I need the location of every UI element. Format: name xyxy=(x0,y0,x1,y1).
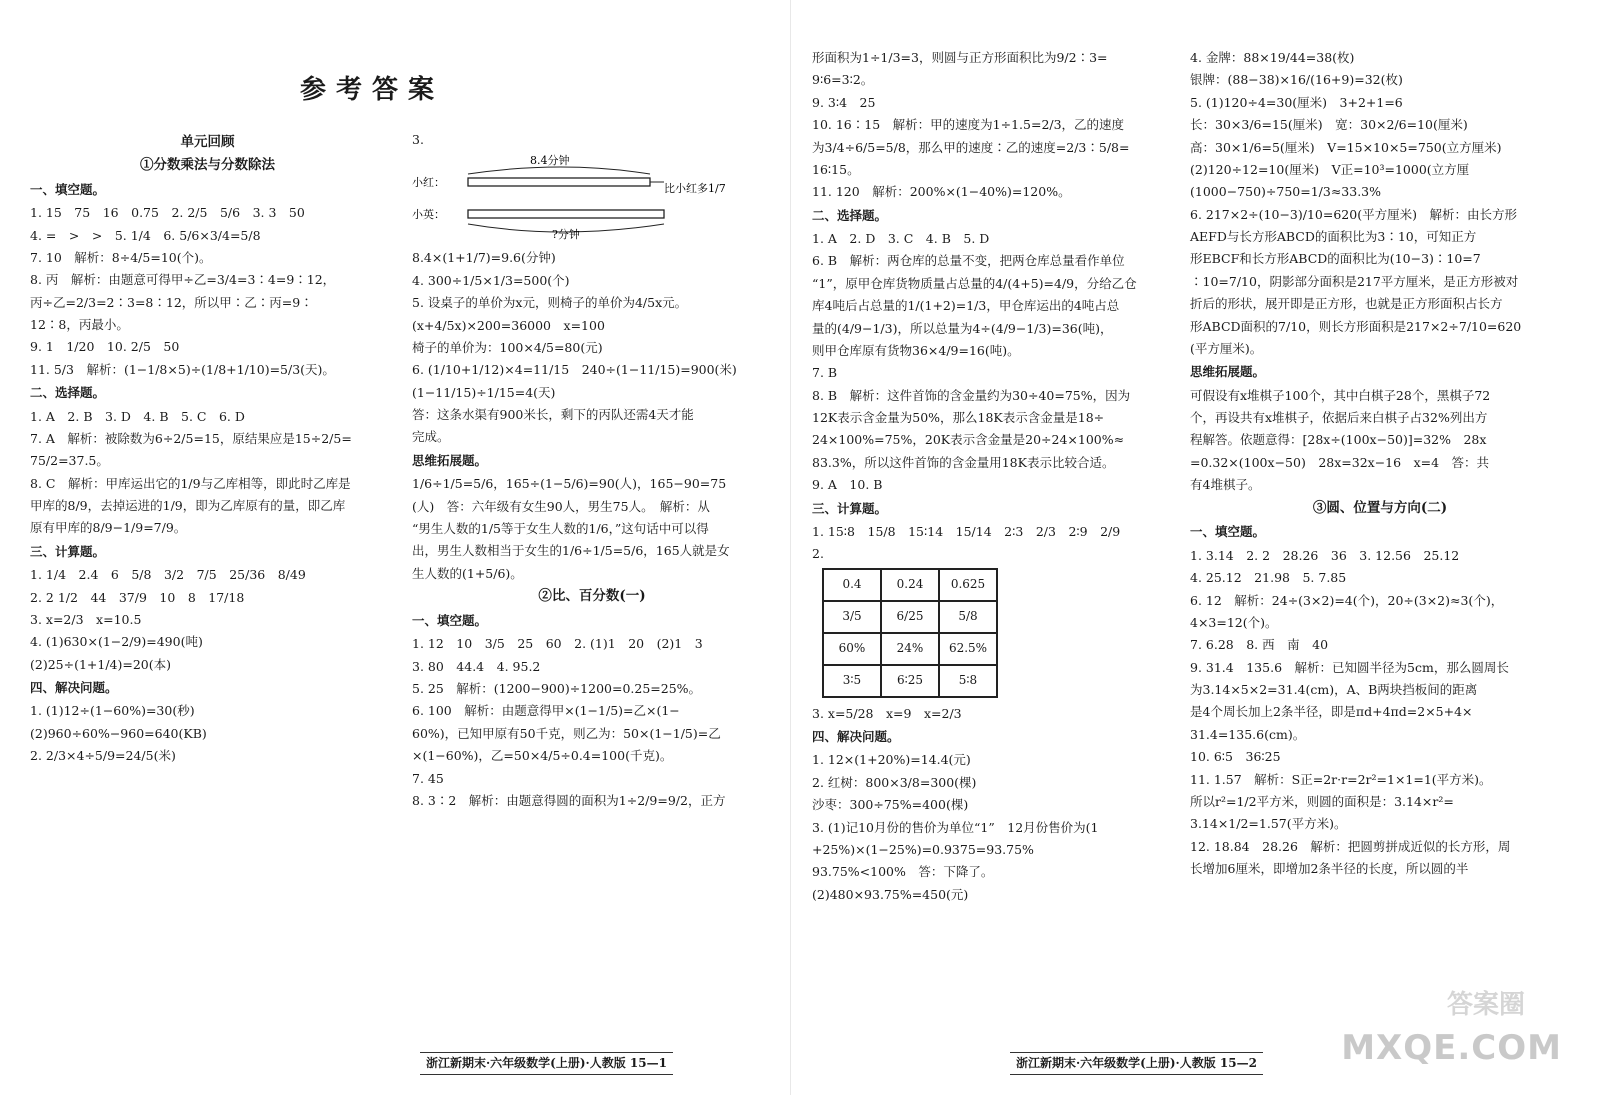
answer-line: 8. B 解析：这件首饰的含金量约为30÷40=75%，因为 xyxy=(812,387,1131,403)
diagram-left-bottom: 小英： xyxy=(412,208,445,222)
answer-line: 11. 120 解析：200%×(1−40%)=120%。 xyxy=(812,184,1071,200)
answer-line: 沙枣：300÷75%=400(棵) xyxy=(812,797,969,813)
answer-line: 有4堆棋子。 xyxy=(1190,477,1261,493)
answer-line: 11. 1.57 解析：S正=2r·r=2r²=1×1=1(平方米)。 xyxy=(1190,771,1492,787)
answer-line: 9. 1 1/20 10. 2/5 50 xyxy=(30,339,180,355)
answer-line: 4. 25.12 21.98 5. 7.85 xyxy=(1190,570,1347,586)
answer-line: ∶10=7/10，阴影部分面积是217平方厘米，是正方形被对 xyxy=(1190,273,1519,289)
answer-line: 12∶8，丙最小。 xyxy=(30,317,129,333)
answer-line: 1. 1/4 2.4 6 5/8 3/2 7/5 25/36 8/49 xyxy=(30,567,306,583)
table-cell: 6∶25 xyxy=(881,665,939,697)
answer-line: 9. 3∶4 25 xyxy=(812,94,876,110)
answer-line: 3.14×1/2=1.57(平方米)。 xyxy=(1190,816,1347,832)
answer-line: 长增加6厘米，即增加2条半径的长度，所以圆的半 xyxy=(1190,861,1469,877)
answer-line: 4×3=12(个)。 xyxy=(1190,614,1278,630)
subsection-heading: 四、解决问题。 xyxy=(30,680,118,696)
answer-line: 3. (1)记10月份的售价为单位“1” 12月份售价为(1 xyxy=(812,819,1099,835)
answer-line: 为3.14×5×2=31.4(cm)，A、B两块挡板间的距离 xyxy=(1190,682,1478,698)
answer-line: 9. A 10. B xyxy=(812,477,883,493)
column-3-lower-body xyxy=(812,704,1162,904)
answer-line: 高：30×1/6=5(厘米) V=15×10×5=750(立方厘米) xyxy=(1190,139,1502,155)
subsection-heading: 三、计算题。 xyxy=(812,500,888,516)
answer-line: 11. 5/3 解析：(1−1/8×5)÷(1/8+1/10)=5/3(天)。 xyxy=(30,361,335,377)
answer-line: 4. 300÷1/5×1/3=500(个) xyxy=(412,272,570,288)
answer-line: 31.4=135.6(cm)。 xyxy=(1190,726,1306,742)
answer-line: 9∶6=3∶2。 xyxy=(812,72,874,88)
answer-line: 10. 6∶5 36∶25 xyxy=(1190,749,1281,765)
diagram-top-label: 8.4分钟 xyxy=(530,154,570,168)
bar-xiaohong xyxy=(468,178,650,186)
answer-line: 7. A 解析：被除数为6÷2/5=15，原结果应是15÷2/5= xyxy=(30,430,352,446)
answer-line: 1. 3.14 2. 2 28.26 36 3. 12.56 25.12 xyxy=(1190,547,1460,563)
answer-line: 库4吨后占总量的1/(1+2)=1/3，甲仓库运出的4吨占总 xyxy=(812,298,1120,314)
column-3 xyxy=(812,48,1162,907)
answer-line: 2. xyxy=(812,546,824,562)
column-2-body xyxy=(412,248,772,810)
answer-line: AEFD与长方形ABCD的面积比为3∶10，可知正方 xyxy=(1190,229,1477,244)
watermark: MXQE.COM xyxy=(1341,1028,1562,1068)
answer-line: (2)480×93.75%=450(元) xyxy=(812,886,969,902)
answer-line: 完成。 xyxy=(412,429,450,445)
answer-line: 1. 15∶8 15/8 15∶14 15/14 2∶3 2/3 2∶9 2/9 xyxy=(812,523,1121,539)
subsection-heading: 二、选择题。 xyxy=(812,207,888,223)
answer-line: 量的(4/9−1/3)，所以总量为4÷(4/9−1/3)=36(吨)， xyxy=(812,320,1113,336)
answer-line: 形ABCD面积的7/10，则长方形面积是217×2÷7/10=620 xyxy=(1190,318,1522,334)
answer-line: 10. 16∶15 解析：甲的速度为1÷1.5=2/3，乙的速度 xyxy=(812,117,1125,133)
answer-line: 所以r²=1/2平方米，则圆的面积是：3.14×r²= xyxy=(1190,793,1454,809)
answer-line: 可假设有x堆棋子100个，其中白棋子28个，黑棋子72 xyxy=(1190,387,1491,403)
answer-line: 3. x=2/3 x=10.5 xyxy=(30,611,142,627)
answer-line: =0.32×(100x−50) 28x=32x−16 x=4 答：共 xyxy=(1190,454,1490,470)
subsection-heading: 一、填空题。 xyxy=(30,181,106,197)
answer-line: 4. 金牌：88×19/44=38(枚) xyxy=(1190,50,1355,65)
answer-line: 5. 25 解析：(1200−900)÷1200=0.25=25%。 xyxy=(412,681,702,697)
section-heading: ③圆、位置与方向(二) xyxy=(1312,499,1448,516)
answer-line: 12K表示含金量为50%，那么18K表示含金量是18÷ xyxy=(812,410,1105,425)
column-1 xyxy=(30,130,385,769)
table-cell: 5∶8 xyxy=(939,665,997,697)
answer-line: 为3/4÷6/5=5/8，那么甲的速度∶乙的速度=2/3∶5/8= xyxy=(812,139,1130,155)
column-2 xyxy=(412,130,772,813)
answer-line: 3. 80 44.4 4. 95.2 xyxy=(412,658,541,674)
column-4 xyxy=(1190,48,1570,881)
table-cell: 24% xyxy=(881,633,939,665)
answer-line: 出，男生人数相当于女生的1/6÷1/5=5/6，165人就是女 xyxy=(412,543,730,559)
table-cell: 3/5 xyxy=(823,601,881,633)
subsection-heading: 四、解决问题。 xyxy=(812,729,900,744)
answer-line: 2. 2 1/2 44 37/9 10 8 17/18 xyxy=(30,589,245,605)
answer-line: 93.75%<100% 答：下降了。 xyxy=(812,864,994,880)
answer-line: “1”，原甲仓库货物质量占总量的4/(4+5)=4/9，分给乙仓 xyxy=(812,275,1137,291)
answer-line: 16∶15。 xyxy=(812,161,860,177)
section-heading: 单元回顾 xyxy=(180,134,235,150)
answer-line: +25%)×(1−25%)=0.9375=93.75% xyxy=(812,841,1034,857)
answer-line: 2. 红树：800×3/8=300(棵) xyxy=(812,774,977,790)
subsection-heading: 一、填空题。 xyxy=(412,612,488,628)
conversion-table xyxy=(822,568,998,698)
answer-line: 1. A 2. D 3. C 4. B 5. D xyxy=(812,231,990,246)
answer-line: 椅子的单价为：100×4/5=80(元) xyxy=(412,339,603,355)
answer-line: 5. (1)120÷4=30(厘米) 3+2+1=6 xyxy=(1190,94,1403,110)
answer-line: 7. B xyxy=(812,365,838,381)
page-title: 参考答案 xyxy=(300,75,445,105)
answer-line: 甲库的8/9，去掉运进的1/9，即为乙库原有的量，即乙库 xyxy=(30,498,346,514)
bar-xiaoying xyxy=(468,210,664,218)
answer-line: 6. 12 解析：24÷(3×2)=4(个)，20÷(3×2)≈3(个)， xyxy=(1190,592,1504,608)
answer-line: 75/2=37.5。 xyxy=(30,453,109,469)
answer-line: 1/6÷1/5=5/6，165÷(1−5/6)=90(人)，165−90=75 xyxy=(412,476,727,492)
subsection-heading: 一、填空题。 xyxy=(1190,524,1266,540)
section-heading: ①分数乘法与分数除法 xyxy=(140,156,275,173)
answer-line: 1. A 2. B 3. D 4. B 5. C 6. D xyxy=(30,408,245,424)
answer-line: 生人数的(1+5/6)。 xyxy=(412,565,523,581)
answer-line: (人) 答：六年级有女生90人，男生75人。 解析：从 xyxy=(412,498,710,514)
answer-line: 6. 100 解析：由题意得甲×(1−1/5)=乙×(1− xyxy=(412,703,680,719)
diagram-bottom-label: ?分钟 xyxy=(552,228,580,242)
answer-line: 6. 217×2÷(10−3)/10=620(平方厘米) 解析：由长方形 xyxy=(1190,206,1517,222)
answer-line: (2)120÷12=10(厘米) V正=10³=1000(立方厘 xyxy=(1190,161,1470,177)
footer-left: 浙江新期末·六年级数学(上册)·人教版 15—1 xyxy=(420,1052,673,1075)
answer-line: 8.4×(1+1/7)=9.6(分钟) xyxy=(412,250,556,266)
answer-line: 是4个周长加上2条半径，即是πd+4πd=2×5+4× xyxy=(1190,704,1473,720)
column-3-body xyxy=(812,48,1162,564)
diagram-right-label: 比小红多1/7 xyxy=(664,182,726,196)
answer-line: 形EBCF和长方形ABCD的面积比为(10−3)∶10=7 xyxy=(1190,251,1481,267)
answer-line: 原有甲库的8/9−1/9=7/9。 xyxy=(30,520,187,536)
table-row xyxy=(823,633,997,665)
footer-right: 浙江新期末·六年级数学(上册)·人教版 15—2 xyxy=(1010,1052,1263,1075)
top-brace xyxy=(468,167,650,174)
problem-3-label: 3. xyxy=(412,132,424,147)
answer-line: 形面积为1÷1/3=3，则圆与正方形面积比为9/2∶3= xyxy=(812,50,1108,65)
answer-line: 12. 18.84 28.26 解析：把圆剪拼成近似的长方形，周 xyxy=(1190,838,1511,854)
answer-line: (2)25÷(1+1/4)=20(本) xyxy=(30,656,172,672)
answer-line: 1. 15 75 16 0.75 2. 2/5 5/6 3. 3 50 xyxy=(30,205,305,221)
segment-diagram-svg xyxy=(412,152,772,242)
page-divider xyxy=(790,0,791,1095)
answer-line: 答：这条水渠有900米长，剩下的丙队还需4天才能 xyxy=(412,407,694,422)
answer-line: ×(1−60%)，乙=50×4/5÷0.4=100(千克)。 xyxy=(412,748,673,764)
answer-line: 8. C 解析：甲库运出它的1/9与乙库相等，即此时乙库是 xyxy=(30,475,351,491)
table-row xyxy=(823,569,997,601)
answer-line: 8. 3∶2 解析：由题意得圆的面积为1÷2/9=9/2，正方 xyxy=(412,792,726,808)
answer-line: (2)960÷60%−960=640(KB) xyxy=(30,725,207,741)
answer-line: 程解答。依题意得：[28x÷(100x−50)]=32% 28x xyxy=(1190,432,1487,448)
subsection-heading: 思维拓展题。 xyxy=(412,452,488,468)
subsection-heading: 三、计算题。 xyxy=(30,543,106,559)
answer-line: 个，再设共有x堆棋子，依据后来白棋子占32%列出方 xyxy=(1190,410,1488,425)
table-cell: 60% xyxy=(823,633,881,665)
answer-line: 4. = > > 5. 1/4 6. 5/6×3/4=5/8 xyxy=(30,227,261,243)
table-row xyxy=(823,665,997,697)
table-row xyxy=(823,601,997,633)
answer-line: 60%)，已知甲原有50千克，则乙为：50×(1−1/5)=乙 xyxy=(412,725,721,741)
line-segment-diagram xyxy=(412,152,772,242)
answer-line: 1. (1)12÷(1−60%)=30(秒) xyxy=(30,703,195,719)
table-cell: 6/25 xyxy=(881,601,939,633)
subsection-heading: 二、选择题。 xyxy=(30,385,106,401)
table-cell: 0.24 xyxy=(881,569,939,601)
table-cell: 0.4 xyxy=(823,569,881,601)
diagram-left-top: 小红： xyxy=(412,176,445,190)
table-cell: 0.625 xyxy=(939,569,997,601)
answer-line: 长：30×3/6=15(厘米) 宽：30×2/6=10(厘米) xyxy=(1190,117,1468,133)
subsection-heading: 思维拓展题。 xyxy=(1190,364,1266,380)
answer-line: 5. 设桌子的单价为x元，则椅子的单价为4/5x元。 xyxy=(412,295,688,311)
table-cell: 3∶5 xyxy=(823,665,881,697)
answer-line: 83.3%，所以这件首饰的含金量用18K表示比较合适。 xyxy=(812,454,1115,470)
answer-line: 7. 6.28 8. 西 南 40 xyxy=(1190,637,1329,653)
answer-line: 6. B 解析：两仓库的总量不变，把两仓库总量看作单位 xyxy=(812,253,1125,269)
answer-line: 24×100%=75%，20K表示含金量是20÷24×100%≈ xyxy=(812,432,1125,448)
answer-line: (x+4/5x)×200=36000 x=100 xyxy=(412,317,605,333)
answer-line: 6. (1/10+1/12)×4=11/15 240÷(1−11/15)=900(米) xyxy=(412,362,737,378)
answer-line: 1. 12×(1+20%)=14.4(元) xyxy=(812,752,971,768)
answer-line: 折后的形状，展开即是正方形，也就是正方形面积占长方 xyxy=(1190,296,1503,312)
answer-line: 丙÷乙=2/3=2∶3=8∶12，所以甲∶乙∶丙=9∶ xyxy=(30,294,313,310)
table-cell: 62.5% xyxy=(939,633,997,665)
answer-line: 7. 45 xyxy=(412,770,444,786)
answer-line: 8. 丙 解析：由题意可得甲÷乙=3/4=3∶4=9∶12， xyxy=(30,272,336,288)
answer-line: 2. 2/3×4÷5/9=24/5(米) xyxy=(30,748,176,764)
answer-line: (平方厘米)。 xyxy=(1190,340,1263,356)
answer-line: 9. 31.4 135.6 解析：已知圆半径为5cm，那么圆周长 xyxy=(1190,659,1509,675)
answer-line: 7. 10 解析：8÷4/5=10(个)。 xyxy=(30,249,212,265)
answer-line: 3. x=5/28 x=9 x=2/3 xyxy=(812,705,962,721)
answer-line: 则甲仓库原有货物36×4/9=16(吨)。 xyxy=(812,342,1020,358)
answer-line: 1. 12 10 3/5 25 60 2. (1)1 20 (2)1 3 xyxy=(412,636,703,652)
answer-line: 4. (1)630×(1−2/9)=490(吨) xyxy=(30,634,203,650)
answer-line: “男生人数的1/5等于女生人数的1/6，”这句话中可以得 xyxy=(412,520,709,536)
answer-line: 银牌：(88−38)×16/(16+9)=32(枚) xyxy=(1190,72,1403,88)
answer-line: (1000−750)÷750=1/3≈33.3% xyxy=(1190,184,1382,200)
table-cell: 5/8 xyxy=(939,601,997,633)
section-heading: ②比、百分数(一) xyxy=(538,588,646,604)
watermark-logo: 答案圈 xyxy=(1446,990,1525,1020)
answer-line: (1−11/15)÷1/15=4(天) xyxy=(412,384,556,400)
